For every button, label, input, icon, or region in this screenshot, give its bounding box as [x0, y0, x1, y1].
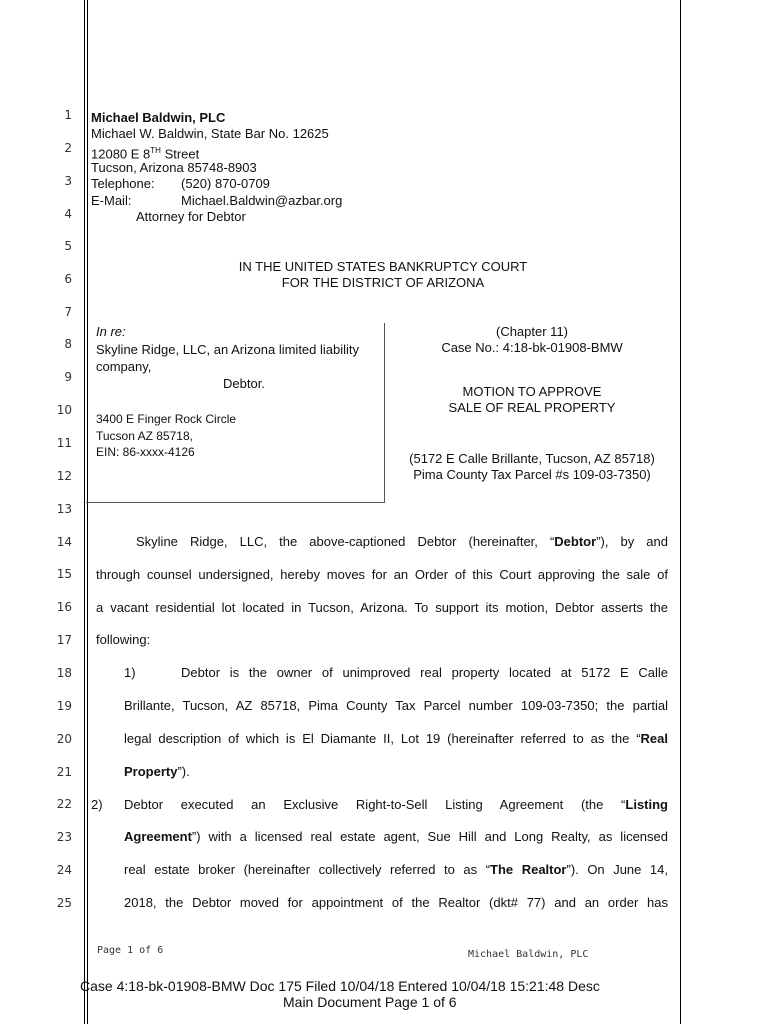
firm-name: Michael Baldwin, PLC	[91, 110, 226, 125]
line-number: 7	[64, 305, 72, 319]
court-name: IN THE UNITED STATES BANKRUPTCY COURT	[238, 259, 528, 274]
line-number: 13	[56, 502, 72, 516]
line-number: 20	[56, 732, 72, 746]
line-number: 19	[56, 699, 72, 713]
phone-label: Telephone:	[91, 176, 155, 191]
case-number: Case No.: 4:18-bk-01908-BMW	[441, 340, 623, 355]
body-line: real estate broker (hereinafter collectively referred to as “The Realtor”). On June 14,	[124, 862, 669, 877]
line-number: 10	[56, 403, 72, 417]
body-line: following:	[96, 632, 151, 647]
line-number: 3	[64, 174, 72, 188]
motion-title-cont: SALE OF REAL PROPERTY	[448, 400, 616, 415]
body-line: legal description of which is El Diamante II, Lot 19 (hereinafter referred to as the “Real	[124, 731, 668, 746]
right-margin-line	[680, 0, 681, 1024]
phone-value: (520) 870-0709	[181, 176, 270, 191]
line-number: 5	[64, 239, 72, 253]
party-name-cont: company,	[96, 359, 152, 374]
line-number: 21	[56, 765, 72, 779]
debtor-ein: EIN: 86-xxxx-4126	[96, 445, 195, 459]
line-number: 6	[64, 272, 72, 286]
attorney-role: Attorney for Debtor	[136, 209, 246, 224]
line-number: 8	[64, 337, 72, 351]
property-address: (5172 E Calle Brillante, Tucson, AZ 85718)	[409, 451, 655, 466]
line-number: 23	[56, 830, 72, 844]
left-margin-line-inner	[87, 0, 88, 1024]
body-line: 2018, the Debtor moved for appointment of the Realtor (dkt# 77) and an order has	[124, 895, 668, 910]
line-number: 25	[56, 896, 72, 910]
body-line: through counsel undersigned, hereby moves for an Order of this Court approving the sale of	[96, 567, 668, 582]
body-line: Skyline Ridge, LLC, the above-captioned Debtor (hereinafter, “Debtor”), by and	[136, 534, 668, 549]
line-number: 1	[64, 108, 72, 122]
attorney-street: 12080 E 8TH Street	[91, 146, 200, 162]
item-number: 1)	[124, 665, 136, 680]
line-number: 2	[64, 141, 72, 155]
line-number: 9	[64, 370, 72, 384]
left-margin-line	[84, 0, 85, 1024]
debtor-label: Debtor.	[223, 376, 265, 391]
email-label: E-Mail:	[91, 193, 132, 208]
attorney-city: Tucson, Arizona 85748-8903	[91, 160, 257, 175]
line-number: 18	[56, 666, 72, 680]
line-number: 11	[56, 436, 72, 450]
body-line: a vacant residential lot located in Tucson, Arizona. To support its motion, Debtor asserts the	[96, 600, 668, 615]
body-line: Debtor is the owner of unimproved real property located at 5172 E Calle	[181, 665, 668, 680]
debtor-address-1: 3400 E Finger Rock Circle	[96, 412, 237, 426]
debtor-address-2: Tucson AZ 85718,	[96, 429, 193, 443]
filing-stamp-line1: Case 4:18-bk-01908-BMW Doc 175 Filed 10/04/18 Entered 10/04/18 15:21:48 Desc	[80, 978, 600, 994]
in-re-label: In re:	[96, 324, 126, 339]
footer-firm: Michael Baldwin, PLC	[468, 949, 589, 960]
line-number: 17	[56, 633, 72, 647]
court-district: FOR THE DISTRICT OF ARIZONA	[281, 275, 485, 290]
body-line: Agreement”) with a licensed real estate agent, Sue Hill and Long Realty, as licensed	[124, 829, 668, 844]
item-number: 2)	[91, 797, 103, 812]
line-number: 4	[64, 207, 72, 221]
body-line: Property”).	[124, 764, 190, 779]
line-number: 22	[56, 797, 72, 811]
party-name: Skyline Ridge, LLC, an Arizona limited liability	[96, 342, 360, 357]
motion-title: MOTION TO APPROVE	[462, 384, 602, 399]
page-number: Page 1 of 6	[97, 945, 164, 956]
filing-stamp-line2: Main Document Page 1 of 6	[283, 994, 457, 1010]
line-number: 12	[56, 469, 72, 483]
body-line: Debtor executed an Exclusive Right-to-Sell Listing Agreement (the “Listing	[124, 797, 668, 812]
body-line: Brillante, Tucson, AZ 85718, Pima County Tax Parcel number 109-03-7350; the partial	[124, 698, 668, 713]
email-value: Michael.Baldwin@azbar.org	[181, 193, 343, 208]
line-number: 24	[56, 863, 72, 877]
chapter-label: (Chapter 11)	[495, 324, 568, 339]
attorney-name-bar: Michael W. Baldwin, State Bar No. 12625	[91, 126, 329, 141]
line-number: 16	[56, 600, 72, 614]
line-number: 15	[56, 567, 72, 581]
line-number: 14	[56, 535, 72, 549]
property-parcel: Pima County Tax Parcel #s 109-03-7350)	[413, 467, 651, 482]
